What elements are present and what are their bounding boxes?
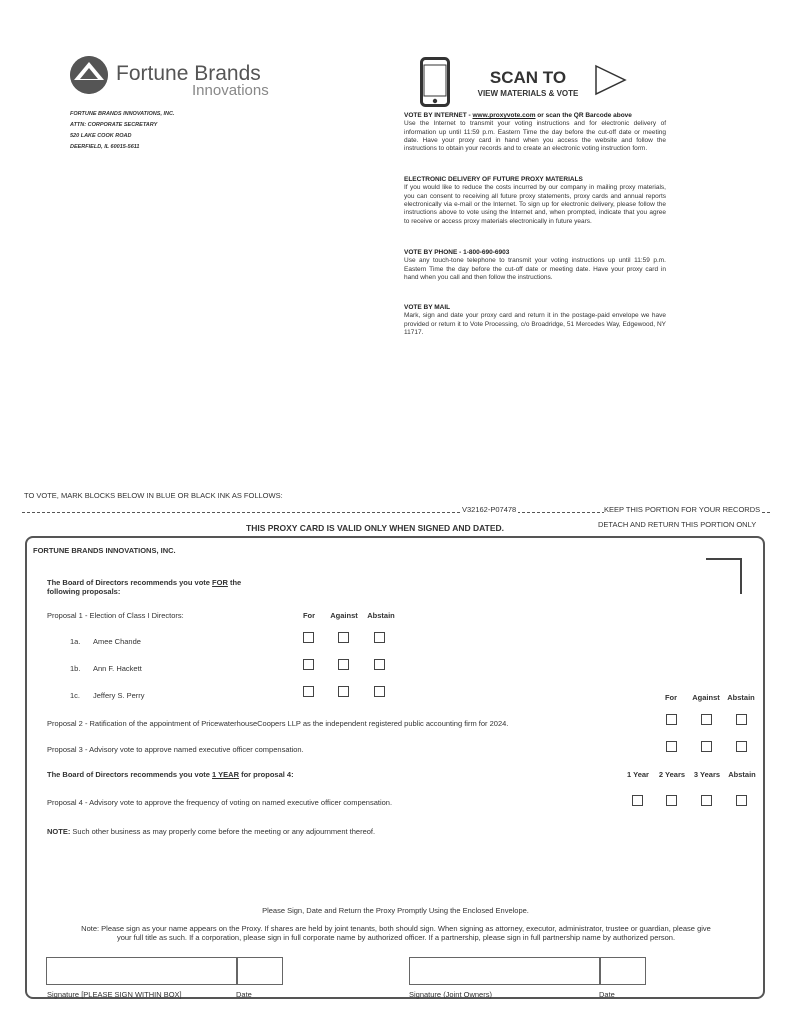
proposal-2: Proposal 2 - Ratification of the appointment of PricewaterhouseCoopers LLP as the independent registered public accounting firm for 2024. bbox=[47, 719, 509, 728]
other-business-note: NOTE: Such other business as may properly come before the meeting or any adjournment thereof. bbox=[47, 827, 376, 836]
col-3-years: 3 Years bbox=[693, 770, 721, 779]
address-line-4: DEERFIELD, IL 60015-5611 bbox=[70, 144, 140, 150]
checkbox-1b-for[interactable] bbox=[303, 659, 314, 670]
signature-label: Signature [PLEASE SIGN WITHIN BOX] bbox=[47, 990, 182, 999]
proposal-4: Proposal 4 - Advisory vote to approve the frequency of voting on named executive officer compensation. bbox=[47, 798, 393, 807]
checkbox-3-for[interactable] bbox=[666, 741, 677, 752]
checkbox-1c-abstain[interactable] bbox=[374, 686, 385, 697]
checkbox-1b-against[interactable] bbox=[338, 659, 349, 670]
signature-box[interactable] bbox=[46, 957, 238, 985]
detach-label: DETACH AND RETURN THIS PORTION ONLY bbox=[598, 520, 757, 529]
logo-sub: Innovations bbox=[192, 82, 269, 99]
logo-name: Fortune Brands bbox=[116, 62, 261, 85]
checkbox-4-2-years[interactable] bbox=[666, 795, 677, 806]
checkbox-3-abstain[interactable] bbox=[736, 741, 747, 752]
checkbox-1a-against[interactable] bbox=[338, 632, 349, 643]
card-company: FORTUNE BRANDS INNOVATIONS, INC. bbox=[33, 546, 176, 555]
address-line-3: 520 LAKE COOK ROAD bbox=[70, 133, 132, 139]
smartphone-icon bbox=[420, 57, 450, 107]
checkbox-3-against[interactable] bbox=[701, 741, 712, 752]
proposal-1: Proposal 1 - Election of Class I Directors: bbox=[47, 611, 184, 620]
internet-instructions: VOTE BY INTERNET - www.proxyvote.com or scan the QR Barcode above Use the Internet to transmit your voting instructions and for electronic delivery of information up until 11:59 p.m. Eastern Time the day before the cut-off date or meeting date. Have your proxy card in hand when you access the website and follow the instructions to obtain your records and to create an electronic voting instruction form. bbox=[404, 112, 666, 153]
director-name-1b: Ann F. Hackett bbox=[93, 664, 142, 673]
checkbox-4-abstain[interactable] bbox=[736, 795, 747, 806]
play-arrow-icon bbox=[594, 64, 628, 101]
joint-signature-box[interactable] bbox=[409, 957, 601, 985]
col-abstain: Abstain bbox=[367, 611, 395, 620]
board-recommendation-line-2: following proposals: bbox=[47, 587, 121, 596]
sign-note-line-1: Note: Please sign as your name appears on the Proxy. If shares are held by joint tenants, both should sign. When signing as attorney, executor, administrator, trustee or guardian, please give bbox=[81, 924, 711, 933]
keep-portion-label: KEEP THIS PORTION FOR YOUR RECORDS bbox=[604, 505, 761, 514]
director-num-1c: 1c. bbox=[70, 691, 81, 700]
joint-signature-label: Signature (Joint Owners) bbox=[409, 990, 492, 999]
company-logo-icon bbox=[70, 56, 108, 94]
checkbox-2-for[interactable] bbox=[666, 714, 677, 725]
col-abstain-4: Abstain bbox=[728, 770, 756, 779]
checkbox-1a-for[interactable] bbox=[303, 632, 314, 643]
phone-instructions: VOTE BY PHONE - 1-800-690-6903 Use any touch-tone telephone to transmit your voting instructions up until 11:59 p.m. Eastern Time the day before the cut-off date or meeting date. Have your proxy card in hand when you call and then follow the instructions. bbox=[404, 249, 666, 281]
checkbox-4-1-year[interactable] bbox=[632, 795, 643, 806]
proxyvote-link[interactable]: www.proxyvote.com bbox=[472, 112, 536, 119]
scan-title: SCAN TO bbox=[489, 68, 567, 87]
return-note: Please Sign, Date and Return the Proxy Promptly Using the Enclosed Envelope. bbox=[262, 906, 529, 915]
proposal-3: Proposal 3 - Advisory vote to approve named executive officer compensation. bbox=[47, 745, 304, 754]
control-number: V32162-P07478 bbox=[462, 505, 517, 514]
col-for: For bbox=[302, 611, 316, 620]
mark-instructions: TO VOTE, MARK BLOCKS BELOW IN BLUE OR BLACK INK AS FOLLOWS: bbox=[24, 491, 283, 500]
director-name-1a: Amee Chande bbox=[93, 637, 141, 646]
scan-subtitle: VIEW MATERIALS & VOTE bbox=[477, 89, 579, 98]
director-num-1b: 1b. bbox=[70, 664, 81, 673]
director-name-1c: Jeffery S. Perry bbox=[93, 691, 145, 700]
joint-date-label: Date bbox=[599, 990, 615, 999]
address-line-2: ATTN: CORPORATE SECRETARY bbox=[70, 122, 158, 128]
sign-note-line-2: your full title as such. If a corporation, please sign in full corporate name by authorized officer. If a partnership, please sign in full partnership name by authorized person. bbox=[116, 933, 676, 942]
checkbox-4-3-years[interactable] bbox=[701, 795, 712, 806]
date-label: Date bbox=[236, 990, 252, 999]
address-line-1: FORTUNE BRANDS INNOVATIONS, INC. bbox=[70, 111, 175, 117]
col-for-right: For bbox=[664, 693, 678, 702]
board-recommendation-4: The Board of Directors recommends you vote 1 YEAR for proposal 4: bbox=[47, 770, 294, 779]
mail-instructions: VOTE BY MAIL Mark, sign and date your proxy card and return it in the postage-paid envelope we have provided or return it to Vote Processing, c/o Broadridge, 51 Mercedes Way, Edgewood, NY 11717. bbox=[404, 304, 666, 336]
joint-date-box[interactable] bbox=[599, 957, 646, 985]
date-box[interactable] bbox=[236, 957, 283, 985]
col-2-years: 2 Years bbox=[658, 770, 686, 779]
checkbox-1c-for[interactable] bbox=[303, 686, 314, 697]
validity-notice: THIS PROXY CARD IS VALID ONLY WHEN SIGNED AND DATED. bbox=[246, 523, 505, 533]
checkbox-1a-abstain[interactable] bbox=[374, 632, 385, 643]
director-num-1a: 1a. bbox=[70, 637, 81, 646]
checkbox-2-abstain[interactable] bbox=[736, 714, 747, 725]
col-against: Against bbox=[330, 611, 358, 620]
checkbox-1b-abstain[interactable] bbox=[374, 659, 385, 670]
col-abstain-right: Abstain bbox=[727, 693, 755, 702]
checkbox-2-against[interactable] bbox=[701, 714, 712, 725]
checkbox-1c-against[interactable] bbox=[338, 686, 349, 697]
corner-mark bbox=[706, 558, 742, 594]
col-1-year: 1 Year bbox=[627, 770, 649, 779]
board-recommendation: The Board of Directors recommends you vote FOR the bbox=[47, 578, 242, 587]
col-against-right: Against bbox=[692, 693, 720, 702]
delivery-instructions: ELECTRONIC DELIVERY OF FUTURE PROXY MATERIALS If you would like to reduce the costs incurred by our company in mailing proxy materials, you can consent to receiving all future proxy statements, proxy cards and annual reports electronically via e-mail or the Internet. To sign up for electronic delivery, please follow the instructions above to vote using the Internet and, when prompted, indicate that you agree to receive or access proxy materials electronically in future years. bbox=[404, 176, 666, 225]
